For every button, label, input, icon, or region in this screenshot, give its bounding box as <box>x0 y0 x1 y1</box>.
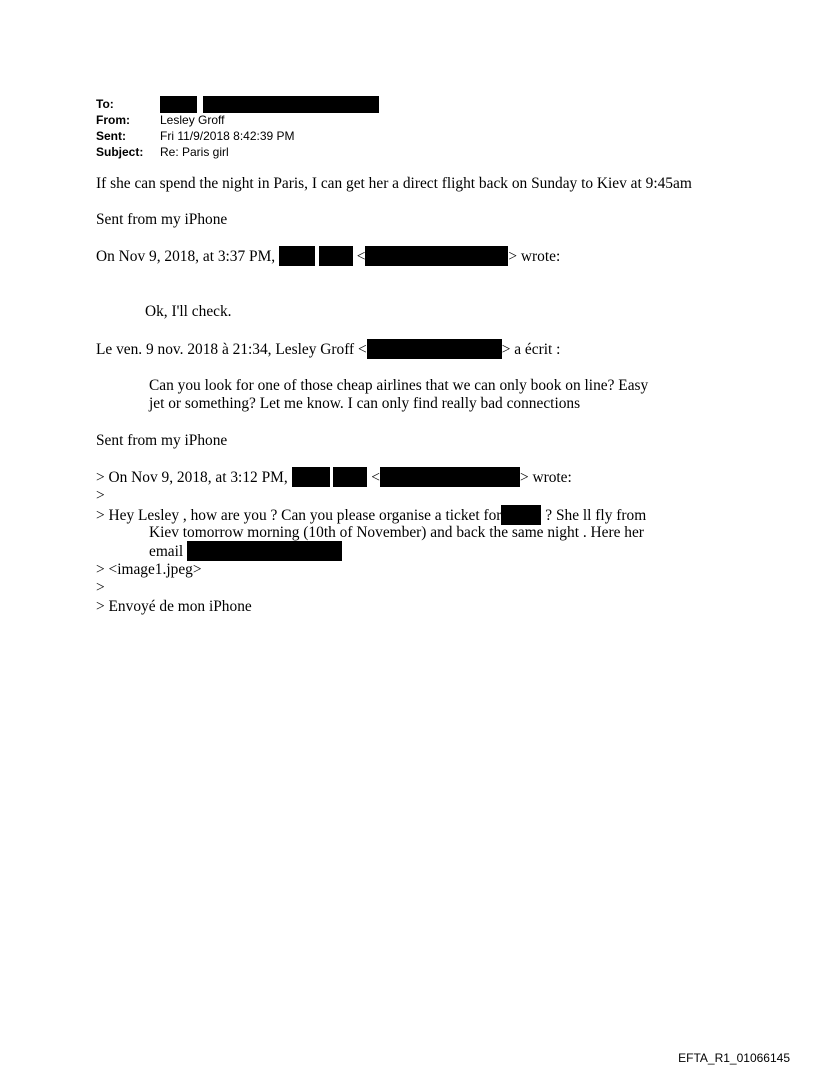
sent-value: Fri 11/9/2018 8:42:39 PM <box>160 129 295 143</box>
subject-value: Re: Paris girl <box>160 145 229 159</box>
subject-label: Subject: <box>96 145 144 159</box>
reply-line: Ok, I'll check. <box>145 303 232 320</box>
quoted-text: email <box>149 543 184 560</box>
email-header <box>96 96 379 160</box>
redaction-block <box>160 96 197 113</box>
sent-label: Sent: <box>96 129 126 143</box>
redaction-block <box>279 246 315 266</box>
to-label: To: <box>96 97 114 111</box>
quote-header-text: > wrote: <box>519 469 572 486</box>
quoted-text: ? She ll fly from <box>545 507 647 524</box>
document-id: EFTA_R1_01066145 <box>678 1051 790 1065</box>
quote-header-3 <box>96 467 572 488</box>
from-value: Lesley Groff <box>160 113 225 127</box>
message-line: If she can spend the night in Paris, I can get her a direct flight back on Sunday to Kiev at 9:45am <box>96 175 692 192</box>
quoted-line: > Envoyé de mon iPhone <box>96 598 252 615</box>
redaction-block <box>380 467 520 487</box>
quoted-line: Can you look for one of those cheap airlines that we can only book on line? Easy <box>149 377 649 394</box>
quoted-line: > <box>96 487 105 504</box>
redaction-block <box>187 541 342 561</box>
quote-header-1 <box>96 246 560 267</box>
redaction-block <box>365 246 508 266</box>
sent-row <box>96 128 379 144</box>
quoted-line: > <box>96 579 105 596</box>
from-label: From: <box>96 113 130 127</box>
to-value <box>160 96 379 112</box>
to-row <box>96 96 379 112</box>
quote-header-text: > On Nov 9, 2018, at 3:12 PM, <box>96 469 288 486</box>
signature-sent-from: Sent from my iPhone <box>96 211 228 228</box>
quote-header-text: > a écrit : <box>501 341 561 358</box>
redaction-block <box>292 467 330 487</box>
redaction-block <box>319 246 353 266</box>
redaction-block <box>367 339 502 359</box>
quote-header-text: < <box>371 469 380 486</box>
signature-sent-from: Sent from my iPhone <box>96 432 228 449</box>
quote-header-2 <box>96 339 560 360</box>
redaction-block <box>203 96 237 113</box>
subject-row <box>96 144 379 160</box>
from-row <box>96 112 379 128</box>
quote-header-text: On Nov 9, 2018, at 3:37 PM, <box>96 248 276 265</box>
quoted-line <box>149 541 342 562</box>
quote-header-text: < <box>356 248 366 265</box>
quote-header-text: > wrote: <box>508 248 561 265</box>
redaction-block <box>237 96 379 113</box>
redaction-block <box>501 505 541 525</box>
quoted-text: > Hey Lesley , how are you ? Can you please organise a ticket for <box>96 507 502 524</box>
quoted-line: Kiev tomorrow morning (10th of November) and back the same night . Here her <box>149 524 644 541</box>
redaction-block <box>333 467 367 487</box>
quote-header-text: Le ven. 9 nov. 2018 à 21:34, Lesley Groff < <box>96 341 367 358</box>
quoted-line: jet or something? Let me know. I can only find really bad connections <box>149 395 581 412</box>
attachment-line: > <image1.jpeg> <box>96 561 202 578</box>
